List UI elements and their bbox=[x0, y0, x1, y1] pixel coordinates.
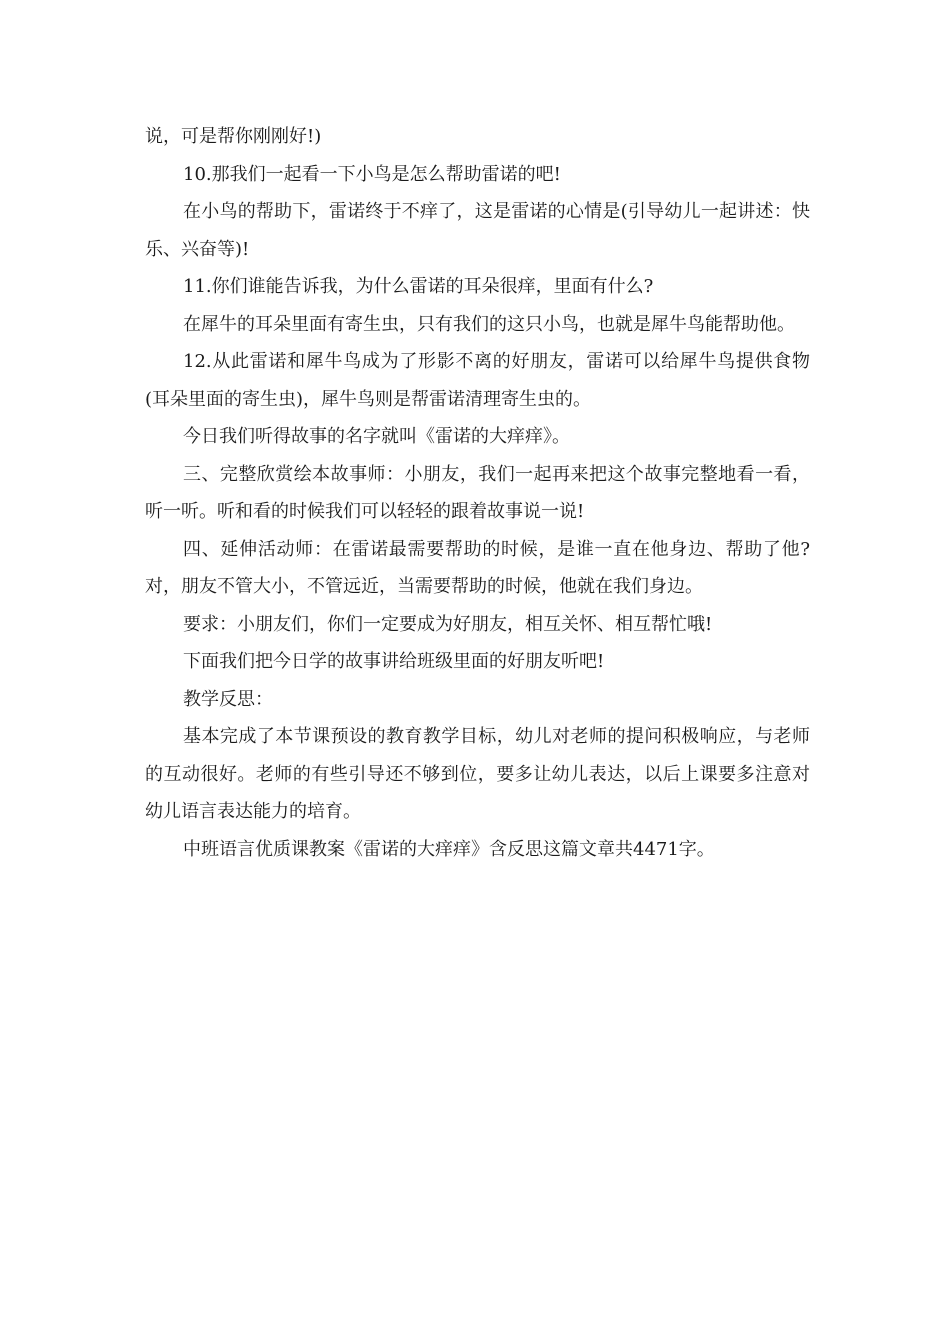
paragraph-word-count: 中班语言优质课教案《雷诺的大痒痒》含反思这篇文章共4471字。 bbox=[183, 838, 715, 860]
paragraph-continuation: 说，可是帮你刚刚好!) bbox=[145, 126, 322, 147]
paragraph-retell: 下面我们把今日学的故事讲给班级里面的好朋友听吧! bbox=[183, 651, 605, 672]
document-body bbox=[145, 118, 810, 868]
paragraph-section-three: 三、完整欣赏绘本故事师：小朋友，我们一起再来把这个故事完整地看一看，听一听。听和看的时候我们可以轻轻的跟着故事说一说! bbox=[145, 463, 810, 522]
paragraph-step-11: 11.你们谁能告诉我，为什么雷诺的耳朵很痒，里面有什么? bbox=[183, 276, 654, 297]
paragraph-reflection-body: 基本完成了本节课预设的教育教学目标，幼儿对老师的提问积极响应，与老师的互动很好。老师的有些引导还不够到位，要多让幼儿表达，以后上课要多注意对幼儿语言表达能力的培育。 bbox=[145, 726, 810, 822]
paragraph-bird-help: 在小鸟的帮助下，雷诺终于不痒了，这是雷诺的心情是(引导幼儿一起讲述：快乐、兴奋等)! bbox=[145, 201, 810, 260]
paragraph-section-four: 四、延伸活动师：在雷诺最需要帮助的时候，是谁一直在他身边、帮助了他?对，朋友不管大小，不管远近，当需要帮助的时候，他就在我们身边。 bbox=[145, 538, 810, 597]
paragraph-requirement: 要求：小朋友们，你们一定要成为好朋友，相互关怀、相互帮忙哦! bbox=[183, 613, 713, 635]
paragraph-reflection-heading: 教学反思： bbox=[183, 688, 273, 710]
paragraph-step-10: 10.那我们一起看一下小鸟是怎么帮助雷诺的吧! bbox=[183, 163, 561, 185]
paragraph-parasite: 在犀牛的耳朵里面有寄生虫，只有我们的这只小鸟，也就是犀牛鸟能帮助他。 bbox=[183, 313, 795, 335]
paragraph-story-name: 今日我们听得故事的名字就叫《雷诺的大痒痒》。 bbox=[183, 426, 570, 447]
paragraph-step-12: 12.从此雷诺和犀牛鸟成为了形影不离的好朋友，雷诺可以给犀牛鸟提供食物(耳朵里面的寄生虫)，犀牛鸟则是帮雷诺清理寄生虫的。 bbox=[145, 351, 810, 410]
